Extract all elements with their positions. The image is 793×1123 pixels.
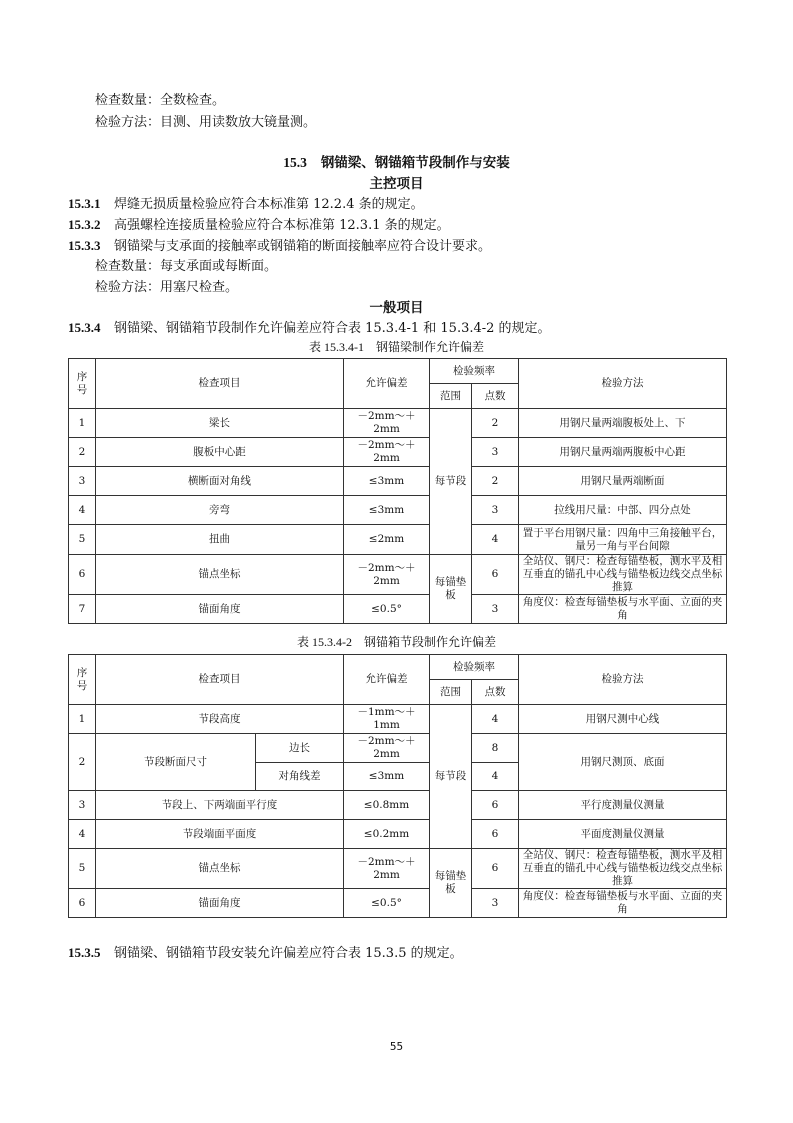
cell-method: 用钢尺测中心线 [519,705,727,734]
clause-text: 钢锚梁与支承面的接触率或钢锚箱的断面接触率应符合设计要求。 [114,239,492,254]
cell-method: 拉线用尺量：中部、四分点处 [519,496,727,525]
cell-tolerance: ≤0.5° [344,889,430,918]
header-frequency: 检验频率 [430,655,519,680]
cell-points: 6 [472,849,519,889]
clause-15-3-3 [68,237,491,256]
header-range: 范围 [430,680,472,705]
cell-points: 4 [472,525,519,555]
cell-points: 6 [472,791,519,820]
header-points: 点数 [472,680,519,705]
header-method: 检验方法 [519,359,727,409]
cell-method: 用钢尺量两端腹板处上、下 [519,409,727,438]
cell-tolerance: ≤0.2mm [344,820,430,849]
cell-points: 6 [472,555,519,595]
page-number: 55 [389,1040,404,1053]
check-method-line: 检验方法：目测、用读数放大镜量测。 [95,115,317,130]
cell-points: 3 [472,496,519,525]
header-seq: 序号 [69,359,96,409]
cell-tolerance: ≤0.8mm [344,791,430,820]
table-row [69,496,727,525]
table-row [69,595,727,624]
cell-item: 旁弯 [96,496,344,525]
cell-item: 横断面对角线 [96,467,344,496]
cell-tolerance: ≤3mm [344,763,430,791]
cell-tolerance: ≤3mm [344,496,430,525]
cell-method: 用钢尺量两端两腹板中心距 [519,438,727,467]
cell-method: 全站仪、钢尺：检查每锚垫板，测水平及相互垂直的锚孔中心线与锚垫板边线交点坐标推算 [519,555,727,595]
cell-tolerance: ≤0.5° [344,595,430,624]
cell-item: 梁长 [96,409,344,438]
cell-range-per-segment: 每节段 [430,705,472,849]
cell-tolerance: －2mm～＋2mm [344,438,430,467]
cell-points: 3 [472,438,519,467]
cell-item: 节段端面平面度 [96,820,344,849]
clause-number: 15.3.4 [68,320,101,335]
cell-item: 锚面角度 [96,889,344,918]
cell-points: 2 [472,409,519,438]
clause-number: 15.3.5 [68,945,101,960]
table-row [69,705,727,734]
table-row [69,889,727,918]
header-seq: 序号 [69,655,96,705]
cell-item: 扭曲 [96,525,344,555]
clause-number: 15.3.1 [68,196,101,211]
section-title: 钢锚梁、钢锚箱节段制作与安装 [320,155,510,171]
cell-seq: 4 [69,820,96,849]
header-frequency: 检验频率 [430,359,519,384]
cell-points: 4 [472,763,519,791]
section-number: 15.3 [283,155,307,170]
cell-method: 置于平台用钢尺量：四角中三角接触平台，量另一角与平台间隙 [519,525,727,555]
cell-seq: 2 [69,438,96,467]
cell-subitem: 边长 [256,734,344,763]
cell-item: 锚点坐标 [96,849,344,889]
table-row [69,791,727,820]
table-row [69,467,727,496]
cell-tolerance: －2mm～＋2mm [344,409,430,438]
cell-tolerance: －2mm～＋2mm [344,849,430,889]
cell-item: 锚面角度 [96,595,344,624]
cell-item: 节段断面尺寸 [96,734,256,791]
cell-item: 腹板中心距 [96,438,344,467]
table-row [69,849,727,889]
cell-seq: 3 [69,467,96,496]
cell-seq: 6 [69,555,96,595]
clause-text: 焊缝无损质量检验应符合本标准第 12.2.4 条的规定。 [114,197,424,212]
check-quantity-line: 检查数量：每支承面或每断面。 [95,259,278,274]
cell-method: 全站仪、钢尺：检查每锚垫板，测水平及相互垂直的锚孔中心线与锚垫板边线交点坐标推算 [519,849,727,889]
table2-caption-title: 钢锚箱节段制作允许偏差 [363,635,496,649]
cell-seq: 1 [69,705,96,734]
cell-item: 节段高度 [96,705,344,734]
cell-points: 8 [472,734,519,763]
header-points: 点数 [472,384,519,409]
cell-tolerance: －2mm～＋2mm [344,734,430,763]
cell-seq: 3 [69,791,96,820]
check-method-line: 检验方法：用塞尺检查。 [95,280,239,295]
table1-caption [0,338,793,356]
table-row [69,734,727,763]
clause-number: 15.3.2 [68,217,101,232]
cell-points: 3 [472,595,519,624]
clause-text: 钢锚梁、钢锚箱节段安装允许偏差应符合表 15.3.5 的规定。 [114,946,463,961]
table1-caption-number: 表 15.3.4-1 [308,340,364,354]
table-row [69,409,727,438]
table2-caption [0,633,793,651]
subheading-main-items: 主控项目 [369,176,424,192]
clause-15-3-1 [68,195,424,214]
table1-caption-title: 钢锚梁制作允许偏差 [375,340,484,354]
subheading-general-items: 一般项目 [369,300,424,316]
clause-text: 钢锚梁、钢锚箱节段制作允许偏差应符合表 15.3.4-1 和 15.3.4-2 的规定。 [114,321,551,336]
clause-15-3-2 [68,216,450,235]
cell-method: 用钢尺测顶、底面 [519,734,727,791]
cell-range-per-anchor-plate: 每锚垫板 [430,555,472,624]
header-method: 检验方法 [519,655,727,705]
cell-points: 2 [472,467,519,496]
cell-method: 平面度测量仪测量 [519,820,727,849]
cell-points: 4 [472,705,519,734]
cell-method: 平行度测量仪测量 [519,791,727,820]
cell-method: 用钢尺量两端断面 [519,467,727,496]
header-range: 范围 [430,384,472,409]
header-tolerance: 允许偏差 [344,655,430,705]
section-heading [0,154,793,172]
cell-seq: 6 [69,889,96,918]
cell-seq: 5 [69,525,96,555]
clause-15-3-4 [68,319,551,338]
table-row [69,820,727,849]
cell-method: 角度仪：检查每锚垫板与水平面、立面的夹角 [519,889,727,918]
table-row [69,525,727,555]
cell-tolerance: －2mm～＋2mm [344,555,430,595]
table-anchor-beam-tolerance [68,358,727,624]
clause-number: 15.3.3 [68,238,101,253]
table2-caption-number: 表 15.3.4-2 [296,635,352,649]
cell-points: 6 [472,820,519,849]
header-tolerance: 允许偏差 [344,359,430,409]
cell-seq: 2 [69,734,96,791]
cell-points: 3 [472,889,519,918]
cell-tolerance: －1mm～＋1mm [344,705,430,734]
table-row [69,555,727,595]
cell-tolerance: ≤2mm [344,525,430,555]
table-anchor-box-tolerance [68,654,727,918]
header-item: 检查项目 [96,359,344,409]
cell-tolerance: ≤3mm [344,467,430,496]
header-item: 检查项目 [96,655,344,705]
check-quantity-line: 检查数量：全数检查。 [95,93,226,108]
cell-seq: 1 [69,409,96,438]
cell-seq: 7 [69,595,96,624]
cell-range-per-segment: 每节段 [430,409,472,555]
cell-range-per-anchor-plate: 每锚垫板 [430,849,472,918]
cell-method: 角度仪：检查每锚垫板与水平面、立面的夹角 [519,595,727,624]
cell-item: 节段上、下两端面平行度 [96,791,344,820]
cell-seq: 5 [69,849,96,889]
clause-text: 高强螺栓连接质量检验应符合本标准第 12.3.1 条的规定。 [114,218,450,233]
clause-15-3-5 [68,944,463,963]
cell-subitem: 对角线差 [256,763,344,791]
cell-item: 锚点坐标 [96,555,344,595]
cell-seq: 4 [69,496,96,525]
table-row [69,438,727,467]
